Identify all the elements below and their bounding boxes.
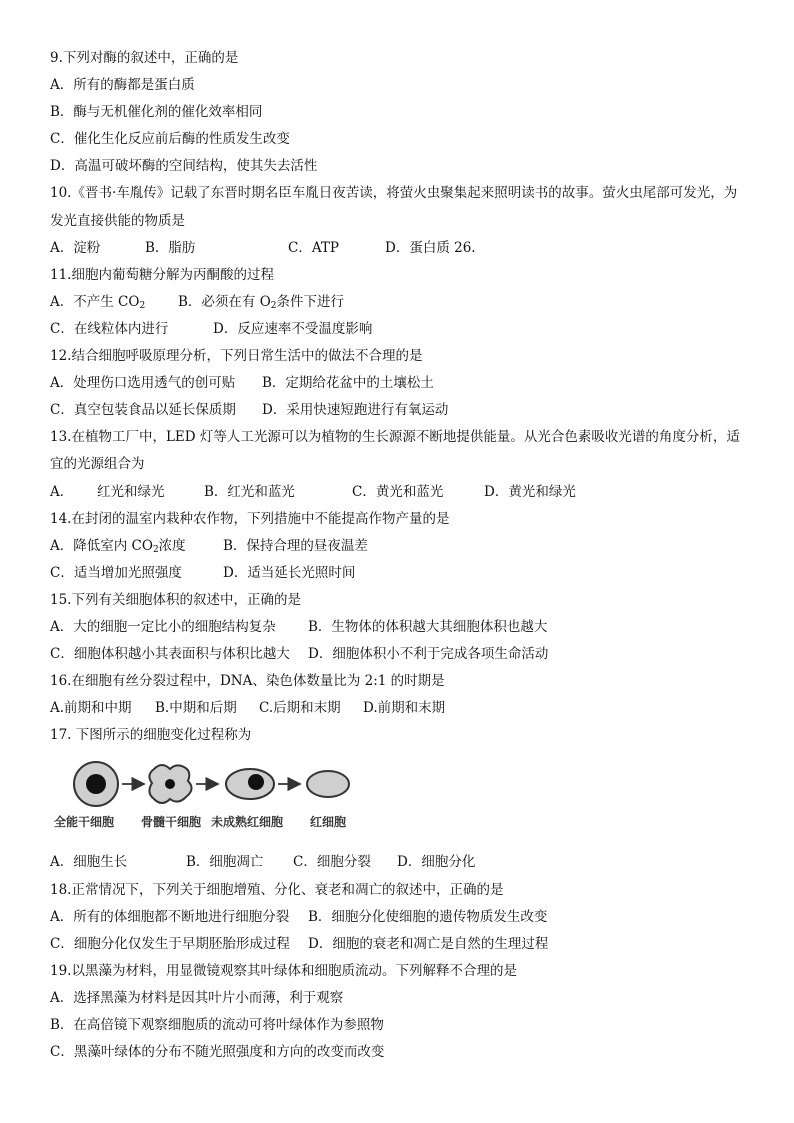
figure-label-immature-rbc: 未成熟红细胞	[211, 815, 284, 830]
question-15-options-row1	[50, 614, 760, 641]
cell-differentiation-figure	[50, 755, 760, 841]
question-9-option-a: A．所有的酶都是蛋白质	[50, 77, 195, 94]
question-15-options-row2	[50, 641, 760, 668]
exam-page	[50, 45, 760, 1066]
question-16-option-d: D.前期和末期	[363, 700, 446, 717]
question-17-option-d: D．细胞分化	[397, 854, 476, 871]
question-10-option-b: B．脂肪	[145, 239, 196, 256]
question-11-stem: 11.细胞内葡萄糖分解为丙酮酸的过程	[50, 266, 274, 283]
question-17-option-c: C．细胞分裂	[293, 854, 371, 871]
question-18-option-c: C．细胞分化仅发生于早期胚胎形成过程	[50, 935, 290, 952]
question-14-option-d: D．适当延长光照时间	[223, 564, 356, 581]
question-12-option-a: A．处理伤口选用透气的创可贴	[50, 375, 236, 392]
figure-label-rbc: 红细胞	[310, 815, 347, 830]
question-14-stem: 14.在封闭的温室内栽种农作物，下列措施中不能提高作物产量的是	[50, 510, 450, 527]
question-13-option-b: B．红光和蓝光	[204, 483, 295, 500]
question-10-option-c: C．ATP	[288, 239, 339, 256]
question-18-options-row2	[50, 931, 760, 958]
question-18-stem: 18.正常情况下，下列关于细胞增殖、分化、衰老和凋亡的叙述中，正确的是	[50, 881, 504, 898]
question-11-option-a: A．不产生 $CO_2$	[50, 293, 146, 311]
question-9-option-d: D．高温可破坏酶的空间结构，使其失去活性	[50, 158, 318, 175]
question-10-option-a: A．淀粉	[50, 239, 101, 256]
totipotent-stem-cell-icon	[74, 762, 118, 806]
question-15-option-c: C．细胞体积越小其表面积与体积比越大	[50, 646, 290, 663]
question-10-option-d: D．蛋白质 26.	[385, 239, 476, 256]
question-17-option-b: B．细胞凋亡	[186, 854, 264, 871]
question-9-option-c: C．催化生化反应前后酶的性质发生改变	[50, 131, 290, 148]
question-18-option-a: A．所有的体细胞都不断地进行细胞分裂	[50, 908, 290, 925]
question-12-options-row1	[50, 370, 760, 397]
red-blood-cell-icon	[307, 771, 349, 797]
question-14-option-b: B．保持合理的昼夜温差	[223, 537, 368, 554]
question-12-stem: 12.结合细胞呼吸原理分析，下列日常生活中的做法不合理的是	[50, 348, 423, 365]
o2-subscript: 2	[270, 300, 277, 311]
question-12-option-b: B．定期给花盆中的土壤松土	[262, 375, 434, 392]
question-15-stem: 15.下列有关细胞体积的叙述中，正确的是	[50, 591, 301, 608]
question-11-options-row2	[50, 316, 760, 343]
question-13-option-a: 红光和绿光	[97, 483, 165, 500]
question-10-options	[50, 235, 760, 262]
figure-label-totipotent: 全能干细胞	[54, 815, 115, 830]
question-17-stem: 17. 下图所示的细胞变化过程称为	[50, 727, 252, 744]
question-19-stem: 19.以黑藻为材料，用显微镜观察其叶绿体和细胞质流动。下列解释不合理的是	[50, 962, 517, 979]
question-18-options-row1	[50, 904, 760, 931]
question-12-options-row2	[50, 397, 760, 424]
question-16-option-b: B.中期和后期	[155, 700, 237, 717]
question-13-option-a-letter: A．	[50, 483, 74, 500]
question-14-option-c: C．适当增加光照强度	[50, 564, 182, 581]
cell-diagram	[50, 755, 370, 813]
question-11-option-d: D．反应速率不受温度影响	[213, 320, 373, 337]
question-14-option-a: A．降低室内 $CO_2$浓度	[50, 537, 186, 555]
question-16-stem: 16.在细胞有丝分裂过程中，DNA、染色体数量比为 2:1 的时期是	[50, 673, 445, 690]
question-16-options	[50, 695, 760, 722]
question-12-option-d: D．采用快速短跑进行有氧运动	[262, 402, 449, 419]
co2-subscript: 2	[152, 544, 159, 555]
bone-marrow-stem-cell-icon	[149, 765, 191, 803]
question-15-option-d: D．细胞体积小不利于完成各项生命活动	[308, 646, 549, 663]
question-17-options	[50, 849, 760, 876]
question-19-option-c: C．黑藻叶绿体的分布不随光照强度和方向的改变而改变	[50, 1044, 385, 1061]
question-13-options	[50, 479, 760, 506]
question-19-option-a: A．选择黑藻为材料是因其叶片小而薄，利于观察	[50, 989, 344, 1006]
question-16-option-a: A.前期和中期	[50, 700, 132, 717]
question-14-options-row2	[50, 560, 760, 587]
question-13-stem: 13.在植物工厂中，LED 灯等人工光源可以为植物的生长源源不断地提供能量。从光合色素吸收光谱的角度分析，适宜的光源组合为	[50, 429, 740, 473]
question-9-stem: 9.下列对酶的叙述中，正确的是	[50, 50, 239, 66]
question-18-option-b: B．细胞分化使细胞的遗传物质发生改变	[308, 908, 548, 925]
question-12-option-c: C．真空包装食品以延长保质期	[50, 402, 236, 419]
figure-label-bone-marrow: 骨髓干细胞	[141, 815, 202, 830]
question-14-options-row1	[50, 533, 760, 560]
question-9-option-b: B．酶与无机催化剂的催化效率相同	[50, 104, 263, 121]
question-18-option-d: D．细胞的衰老和凋亡是自然的生理过程	[308, 935, 549, 952]
immature-red-blood-cell-icon	[226, 769, 274, 799]
question-17-option-a: A．细胞生长	[50, 854, 128, 871]
question-11-option-c: C．在线粒体内进行	[50, 320, 169, 337]
question-15-option-a: A．大的细胞一定比小的细胞结构复杂	[50, 618, 276, 635]
question-11-options-row1	[50, 289, 760, 316]
question-19-option-b: B．在高倍镜下观察细胞质的流动可将叶绿体作为参照物	[50, 1017, 384, 1033]
question-13-option-d: D．黄光和绿光	[484, 483, 576, 500]
question-11-option-b: B．必须在有 $O_2$条件下进行	[178, 293, 345, 311]
question-15-option-b: B．生物体的体积越大其细胞体积也越大	[308, 618, 548, 635]
question-10-stem: 10.《晋书·车胤传》记载了东晋时期名臣车胤日夜苦读，将萤火虫聚集起来照明读书的故事。萤火虫尾部可发光，为发光直接供能的物质是	[50, 185, 738, 229]
question-13-option-c: C．黄光和蓝光	[352, 483, 444, 500]
question-16-option-c: C.后期和末期	[259, 700, 341, 717]
co2-subscript: 2	[139, 300, 146, 311]
